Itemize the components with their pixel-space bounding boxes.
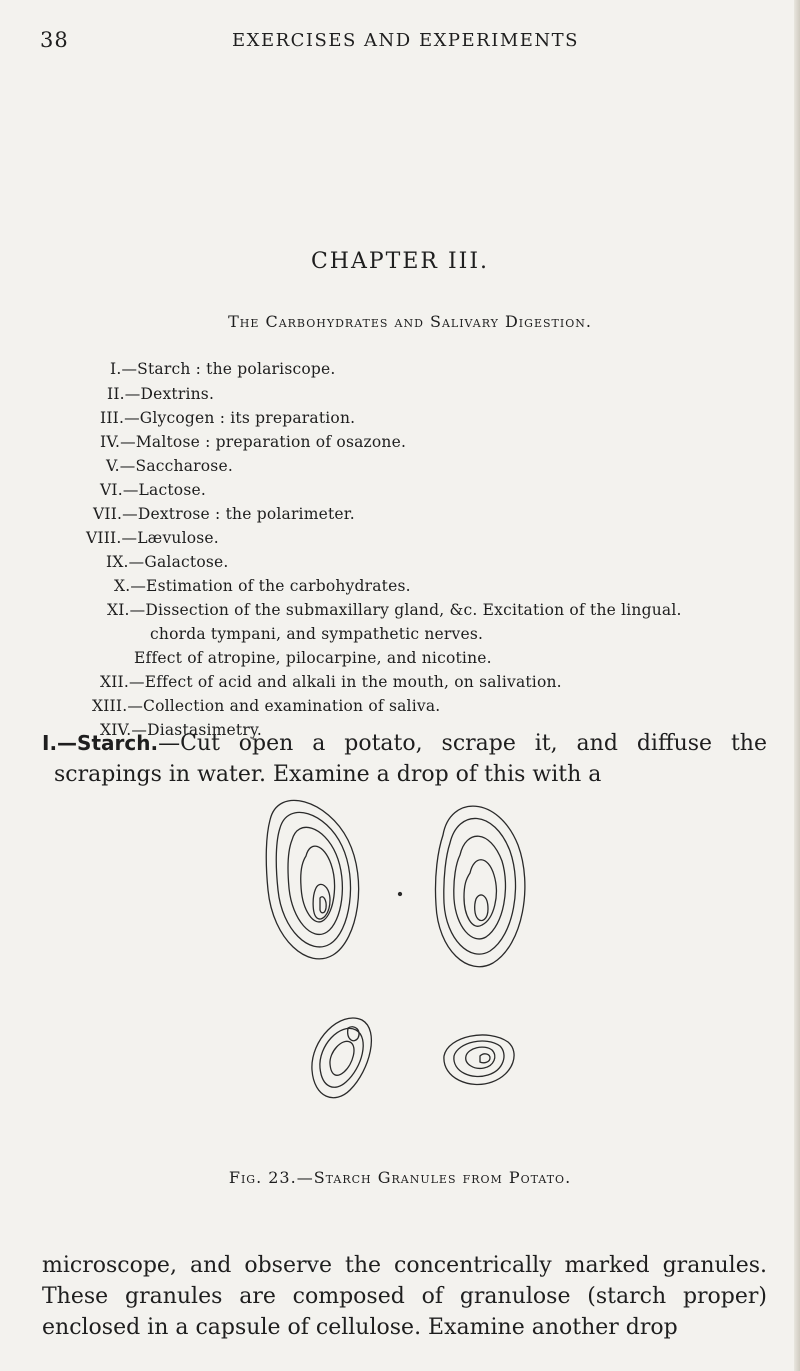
section-text-before-figure: —Cut open a potato, scrape it, and diffuse the scrapings in water. Examine a drop of this with a [54, 731, 767, 787]
contents-item: XIII.—Collection and examination of saliva. [92, 697, 441, 715]
starch-granule [444, 1035, 514, 1085]
page-number: 38 [40, 28, 69, 52]
contents-item: chorda tympani, and sympathetic nerves. [150, 625, 484, 643]
contents-item: IV.—Maltose : preparation of osazone. [100, 433, 407, 451]
contents-item: III.—Glycogen : its preparation. [100, 409, 356, 427]
contents-item: VIII.—Lævulose. [86, 529, 219, 547]
contents-item: X.—Estimation of the carbohydrates. [114, 577, 411, 595]
contents-item: XI.—Dissection of the submaxillary gland, &c. Excitation of the lingual. [107, 601, 682, 619]
contents-item: XIV.—Diastasimetry. [100, 721, 262, 739]
chapter-subheading: The Carbohydrates and Salivary Digestion. [228, 312, 592, 331]
section-lead-term: I.—Starch. [42, 731, 159, 755]
running-head [0, 28, 800, 58]
starch-granules-figure [240, 770, 560, 1110]
contents-item: V.—Saccharose. [106, 457, 233, 475]
figure-caption: Fig. 23.—Starch Granules from Potato. [228, 1168, 572, 1187]
contents-item: XII.—Effect of acid and alkali in the mouth, on salivation. [100, 673, 562, 691]
contents-item: I.—Starch : the polariscope. [110, 360, 336, 378]
starch-granule [266, 800, 358, 958]
contents-item: Effect of atropine, pilocarpine, and nicotine. [134, 649, 492, 667]
starch-granule [312, 1018, 371, 1098]
chapter-heading: CHAPTER III. [310, 249, 490, 274]
page-edge [794, 0, 800, 1371]
section-paragraph-continued: microscope, and observe the concentrically marked granules. These granules are composed of granulose (starch proper) enclosed in a capsule of cellulose. Examine another drop [42, 1253, 767, 1340]
contents-item: II.—Dextrins. [107, 385, 215, 403]
starch-granule [435, 806, 524, 967]
contents-item: VI.—Lactose. [100, 481, 206, 499]
contents-item: IX.—Galactose. [106, 553, 229, 571]
running-title: EXERCISES AND EXPERIMENTS [232, 30, 579, 51]
contents-item: VII.—Dextrose : the polarimeter. [93, 505, 355, 523]
